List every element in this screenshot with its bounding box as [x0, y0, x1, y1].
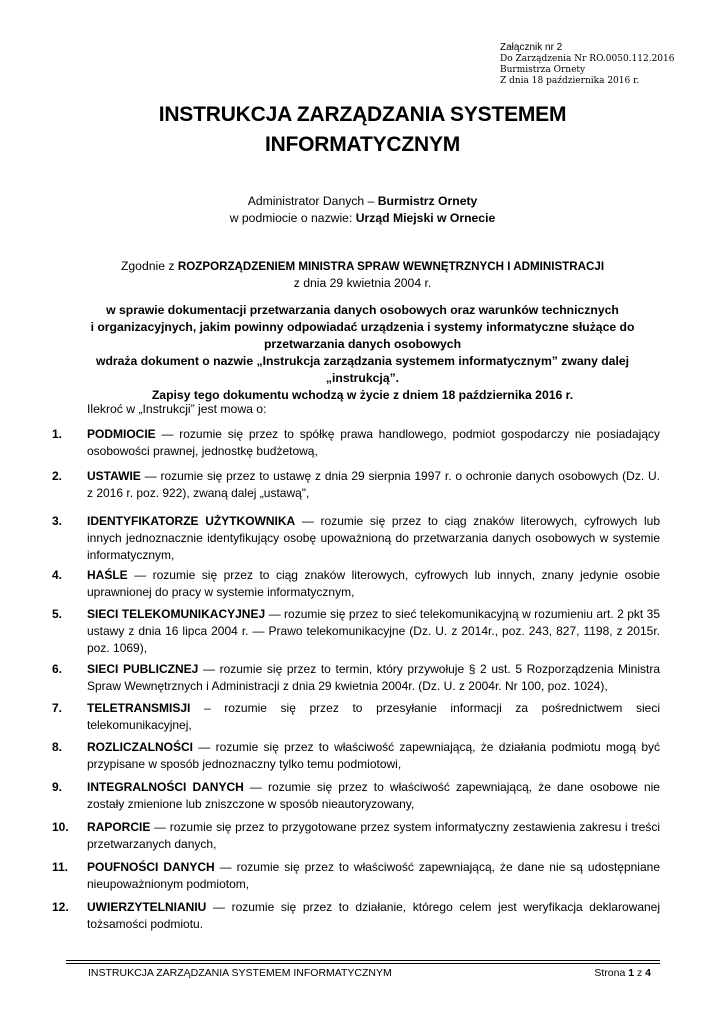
definition-term: SIECI TELEKOMUNIKACYJNEJ	[87, 607, 266, 621]
footer-rule-thin	[66, 963, 660, 964]
definition-text: — rozumie się przez to sieć telekomunikacyjną w rozumieniu art. 2 pkt 35 ustawy z dnia 16 lipca 2004 r. — Prawo telekomunikacyjne (Dz. U. z 2014r., poz. 243, 827, 1198, z 2015r. poz. 1069),	[87, 607, 661, 656]
administrator-name: Burmistrz Ornety	[377, 194, 478, 208]
definition-term: UWIERZYTELNIANIU	[87, 900, 207, 914]
regulation-line	[70, 258, 655, 275]
definition-text: — rozumie się przez to właściwość zapewniającą, że dane osobowe nie zostały zmienione lub zniszczone w sposób nieautoryzowany,	[87, 780, 660, 812]
definition-number: 11.	[52, 860, 69, 874]
title-line-1: INSTRUKCJA ZARZĄDZANIA SYSTEMEM	[158, 103, 567, 126]
definition-text: — rozumie się przez to spółkę prawa handlowego, podmiot gospodarczy nie posiadający osobowości prawnej, jednostkę budżetową,	[87, 427, 660, 459]
document-title	[90, 100, 635, 160]
matter-block	[70, 302, 655, 404]
definition-number: 2.	[52, 469, 63, 483]
footer-title: INSTRUKCJA ZARZĄDZANIA SYSTEMEM INFORMATYCZNYM	[88, 967, 392, 979]
matter-line-4: wdraża dokument o nazwie „Instrukcja zarządzania systemem informatycznym” zwany dalej „instrukcją”.	[95, 354, 630, 385]
definition-number: 12.	[52, 900, 69, 914]
regulation-name: ROZPORZĄDZENIEM MINISTRA SPRAW WEWNĘTRZNYCH I ADMINISTRACJI	[177, 260, 605, 273]
definition-number: 6.	[52, 662, 63, 676]
definition-number: 9.	[52, 780, 63, 794]
definition-text: — rozumie się przez to przygotowane przez system informatyczny zestawienia zakresu i treści przetwarzanych danych,	[87, 820, 660, 852]
footer-rule-thick	[66, 960, 660, 961]
definition-item	[52, 859, 660, 893]
definition-item	[52, 606, 660, 658]
regulation-prefix: Zgodnie z	[120, 259, 178, 273]
definition-text: — rozumie się przez to działanie, którego celem jest weryfikacja deklarowanej tożsamości podmiotu.	[87, 900, 660, 932]
annex-decree: Do Zarządzenia Nr RO.0050.112.2016	[500, 54, 675, 64]
title-line-2: INFORMATYCZNYM	[264, 133, 461, 156]
matter-line-2: i organizacyjnych, jakim powinny odpowiadać urządzenia i systemy informatyczne służące do	[90, 320, 635, 334]
definition-number: 3.	[52, 514, 63, 528]
definition-item	[52, 468, 660, 502]
footer-page-number	[594, 967, 651, 980]
definition-number: 1.	[52, 427, 63, 441]
administrator-block	[70, 193, 655, 227]
definition-text: — rozumie się przez to właściwość zapewniającą, że dane nie są udostępniane nieupoważnionym podmiotom,	[87, 860, 660, 892]
definition-text: — rozumie się przez to właściwość zapewniającą, że działania podmiotu mogą być przypisane w sposób jednoznaczny tylko temu podmiotowi,	[87, 740, 660, 772]
definition-number: 8.	[52, 740, 63, 754]
definition-term: TELETRANSMISJI	[87, 701, 191, 715]
definition-number: 4.	[52, 568, 63, 582]
annex-note	[500, 42, 715, 87]
administrator-prefix: Administrator Danych –	[247, 194, 378, 208]
definition-term: POUFNOŚCI DANYCH	[87, 860, 215, 874]
matter-line-1: w sprawie dokumentacji przetwarzania danych osobowych oraz warunków technicznych	[106, 303, 619, 317]
current-page: 1	[628, 967, 635, 979]
definition-text: — rozumie się przez to ustawę z dnia 29 sierpnia 1997 r. o ochronie danych osobowych (Dz. U. z 2016 r. poz. 922), zwaną dalej „ustawą",	[87, 469, 660, 501]
definition-item	[52, 426, 660, 460]
total-pages: 4	[645, 967, 651, 979]
page-label: Strona	[594, 967, 629, 979]
regulation-block	[70, 258, 655, 292]
entity-line	[70, 210, 655, 227]
annex-number: Załącznik nr 2	[500, 42, 563, 53]
definition-item	[52, 819, 660, 853]
definition-item	[52, 899, 660, 933]
definition-number: 7.	[52, 701, 63, 715]
definition-text: — rozumie się przez to ciąg znaków literowych, cyfrowych lub innych, znany jedynie osobie uprawnionej do pracy w systemie informatycznym,	[87, 568, 660, 600]
definition-item	[52, 779, 660, 813]
of-label: z	[634, 967, 646, 979]
definition-number: 10.	[52, 820, 69, 834]
definition-item	[52, 567, 660, 601]
definition-term: INTEGRALNOŚCI DANYCH	[87, 780, 244, 794]
regulation-date: z dnia 29 kwietnia 2004 r.	[293, 276, 432, 290]
definition-term: IDENTYFIKATORZE UŻYTKOWNIKA	[87, 514, 296, 528]
definition-text: — rozumie się przez to ciąg znaków literowych, cyfrowych lub innych jednoznacznie identyfikujący osobę upoważnioną do przetwarzania danych osobowych w systemie informatycznym,	[87, 514, 660, 563]
definitions-intro: Ilekroć w „Instrukcji” jest mowa o:	[87, 402, 267, 416]
definition-item	[52, 700, 660, 734]
definition-term: USTAWIE	[87, 469, 141, 483]
definition-term: SIECI PUBLICZNEJ	[87, 662, 199, 676]
annex-issuer: Burmistrza Ornety	[500, 65, 586, 75]
matter-line-5: Zapisy tego dokumentu wchodzą w życie z dniem 18 października 2016 r.	[151, 388, 574, 402]
definition-item	[52, 739, 660, 773]
definition-text: – rozumie się przez to przesyłanie informacji za pośrednictwem sieci telekomunikacyjnej,	[87, 701, 660, 733]
administrator-line	[70, 193, 655, 210]
definition-term: ROZLICZALNOŚCI	[87, 740, 193, 754]
definition-number: 5.	[52, 607, 63, 621]
entity-prefix: w podmiocie o nazwie:	[229, 211, 356, 225]
annex-date: Z dnia 18 października 2016 r.	[500, 76, 640, 86]
definition-item	[52, 513, 660, 565]
matter-line-3: przetwarzania danych osobowych	[263, 337, 462, 351]
definition-item	[52, 661, 660, 695]
definition-term: RAPORCIE	[87, 820, 151, 834]
entity-name: Urząd Miejski w Ornecie	[355, 211, 496, 225]
definition-text: — rozumie się przez to termin, który przywołuje § 2 ust. 5 Rozporządzenia Ministra Spraw Wewnętrznych i Administracji z dnia 29 kwietnia 2004r. (Dz. U. z 2004r. Nr 100, poz. 1024),	[87, 662, 661, 694]
definition-term: PODMIOCIE	[87, 427, 156, 441]
definition-term: HAŚLE	[87, 568, 128, 582]
